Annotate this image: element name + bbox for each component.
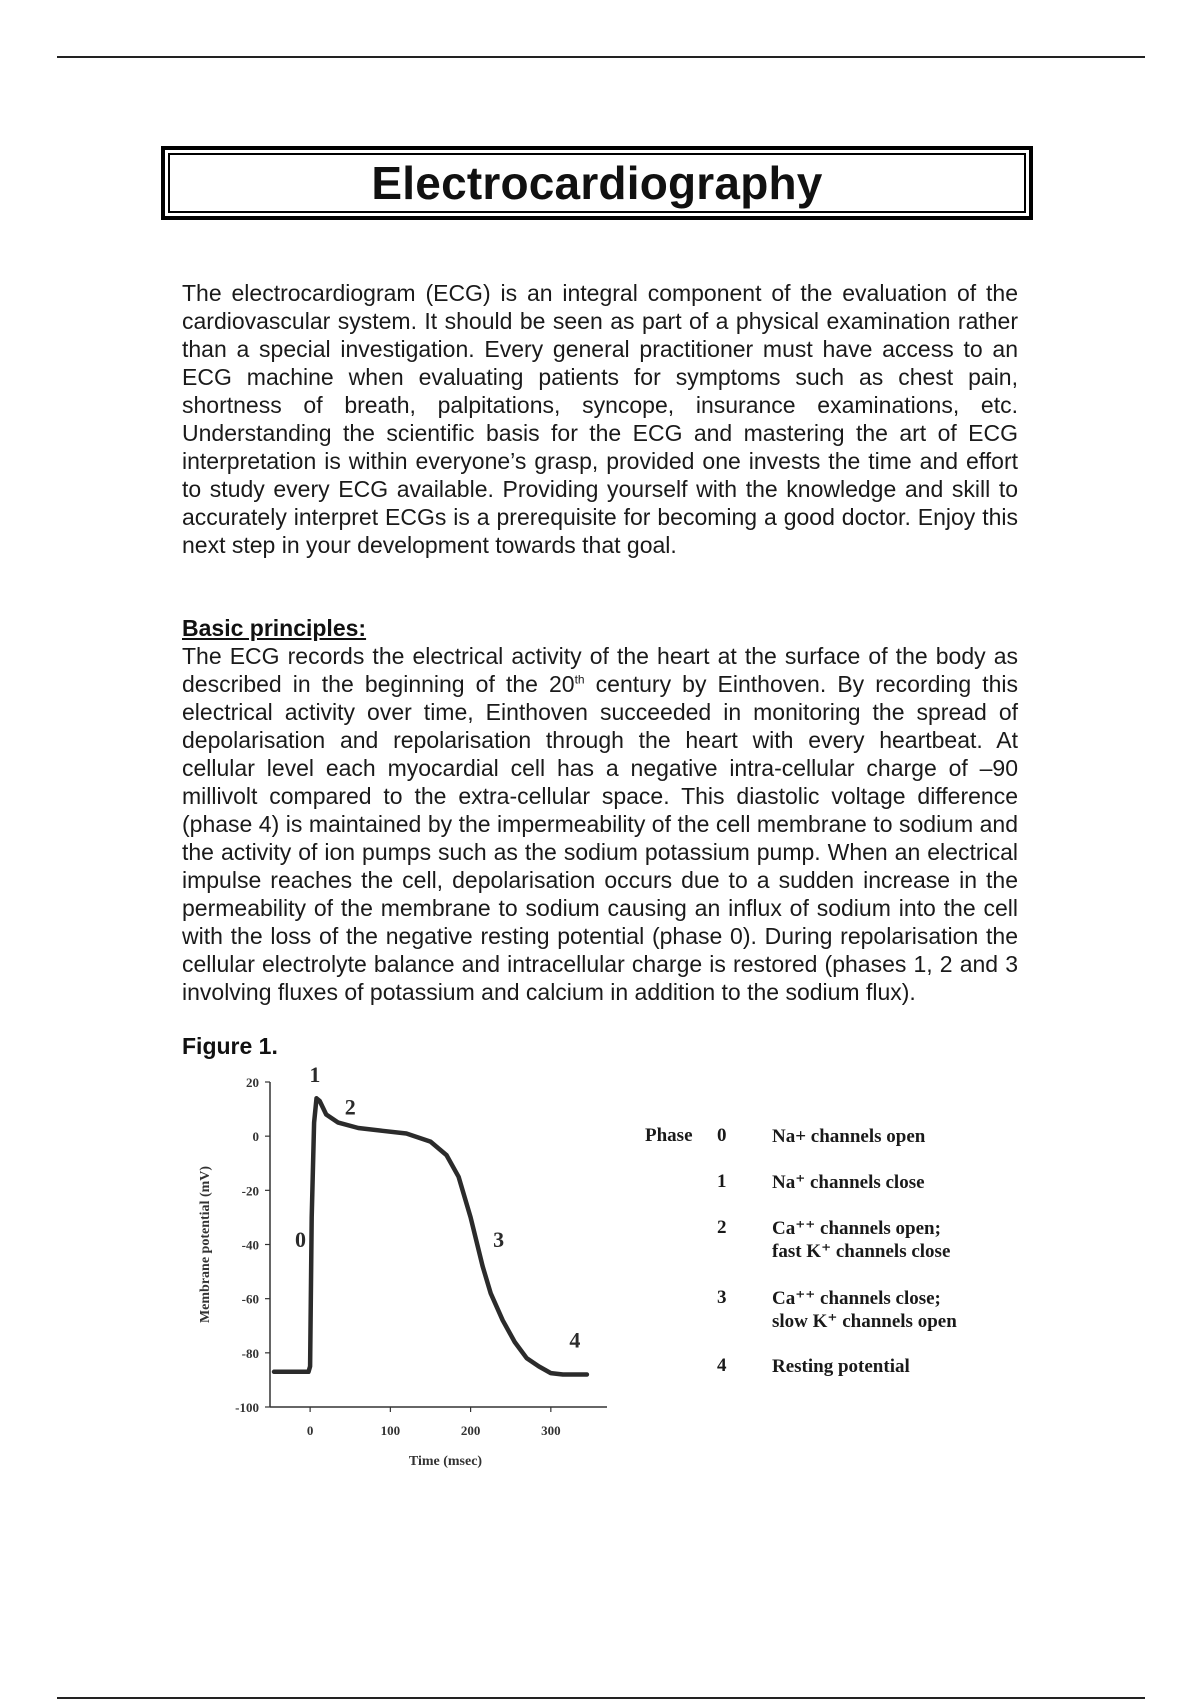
- top-rule: [57, 56, 1145, 58]
- legend-description: [772, 1217, 1042, 1263]
- legend-phase-number: 2: [717, 1217, 727, 1238]
- legend-description: [772, 1171, 1042, 1194]
- y-tick-label: -60: [241, 1291, 259, 1307]
- x-axis-label: Time (msec): [408, 1454, 483, 1469]
- legend-phase-number: 0: [717, 1125, 727, 1146]
- figure-label: Figure 1.: [182, 1033, 278, 1059]
- y-tick-label: -40: [241, 1237, 259, 1253]
- legend-header: Phase: [645, 1125, 693, 1146]
- legend-phase-number: 1: [717, 1171, 727, 1192]
- title-box: [161, 146, 1033, 220]
- phase-label-0: 0: [294, 1227, 306, 1253]
- legend-description-line: slow K⁺ channels open: [772, 1311, 957, 1332]
- x-tick-label: 300: [541, 1423, 561, 1438]
- legend-description-line: Ca⁺⁺ channels close;: [772, 1288, 941, 1309]
- section-heading: Basic principles:: [182, 615, 367, 641]
- y-tick-label: -20: [241, 1183, 259, 1199]
- legend-description-line: fast K⁺ channels close: [772, 1241, 951, 1262]
- y-axis-label: Membrane potential (mV): [198, 1165, 213, 1324]
- x-tick-label: 100: [380, 1423, 401, 1438]
- phase-label-4: 4: [569, 1327, 581, 1353]
- y-tick-label: 0: [252, 1129, 259, 1145]
- legend-description: [772, 1355, 1042, 1378]
- phase-label-1: 1: [309, 1062, 321, 1087]
- ordinal-superscript: th: [574, 672, 585, 687]
- intro-paragraph: The electrocardiogram (ECG) is an integral component of the evaluation of the cardiovascular system. It should be seen as part of a physical examination rather than a special investigation. Every general practitioner must have access to an ECG machine when evaluating patients for symptoms such as chest pain, shortness of breath, palpitations, syncope, insurance examinations, etc. Understanding the scientific basis for the ECG and mastering the art of ECG interpretation is within everyone’s grasp, provided one invests the time and effort to study every ECG available. Providing yourself with the knowledge and skill to accurately interpret ECGs is a prerequisite for becoming a good doctor. Enjoy this next step in your development towards that goal.: [182, 280, 1018, 558]
- x-tick-label: 0: [306, 1423, 314, 1438]
- legend-description-line: Resting potential: [772, 1356, 910, 1377]
- chart-background: [182, 1062, 627, 1480]
- action-potential-chart: [182, 1062, 627, 1480]
- legend-description: [772, 1287, 1042, 1333]
- title-inner-frame: [168, 153, 1026, 213]
- x-tick-label: 200: [460, 1423, 481, 1438]
- legend-description-line: Na⁺ channels close: [772, 1172, 925, 1193]
- legend-description-line: Na+ channels open: [772, 1126, 926, 1147]
- page-title: Electrocardiography: [371, 157, 823, 209]
- legend-description: [772, 1125, 1042, 1148]
- legend-phase-number: 4: [717, 1355, 727, 1376]
- phase-label-2: 2: [344, 1094, 356, 1120]
- basic-principles-paragraph: [182, 642, 1018, 1006]
- y-tick-label: 20: [246, 1075, 259, 1090]
- phase-label-3: 3: [493, 1227, 505, 1253]
- legend-phase-number: 3: [717, 1287, 727, 1308]
- basic-text-part-1: The ECG records the electrical activity of the heart at the surface of the body as described in the beginning of the 20: [182, 643, 1018, 697]
- y-tick-label: -100: [235, 1400, 259, 1415]
- bottom-rule: [57, 1697, 1145, 1699]
- y-tick-label: -80: [241, 1345, 259, 1361]
- basic-text-part-2: century by Einthoven. By recording this electrical activity over time, Einthoven succeeded in monitoring the spread of depolarisation and repolarisation through the heart with every heartbeat. At cellular level each myocardial cell has a negative intra-cellular charge of –90 millivolt compared to the extra-cellular space. This diastolic voltage difference (phase 4) is maintained by the impermeability of the cell membrane to sodium and the activity of ion pumps such as the sodium potassium pump. When an electrical impulse reaches the cell, depolarisation occurs due to a sudden increase in the permeability of the membrane to sodium causing an influx of sodium into the cell with the loss of the negative resting potential (phase 0). During repolarisation the cellular electrolyte balance and intracellular charge is restored (phases 1, 2 and 3 involving fluxes of potassium and calcium in addition to the sodium flux).: [182, 671, 1018, 1005]
- chart-svg: [182, 1062, 627, 1480]
- legend-description-line: Ca⁺⁺ channels open;: [772, 1218, 941, 1239]
